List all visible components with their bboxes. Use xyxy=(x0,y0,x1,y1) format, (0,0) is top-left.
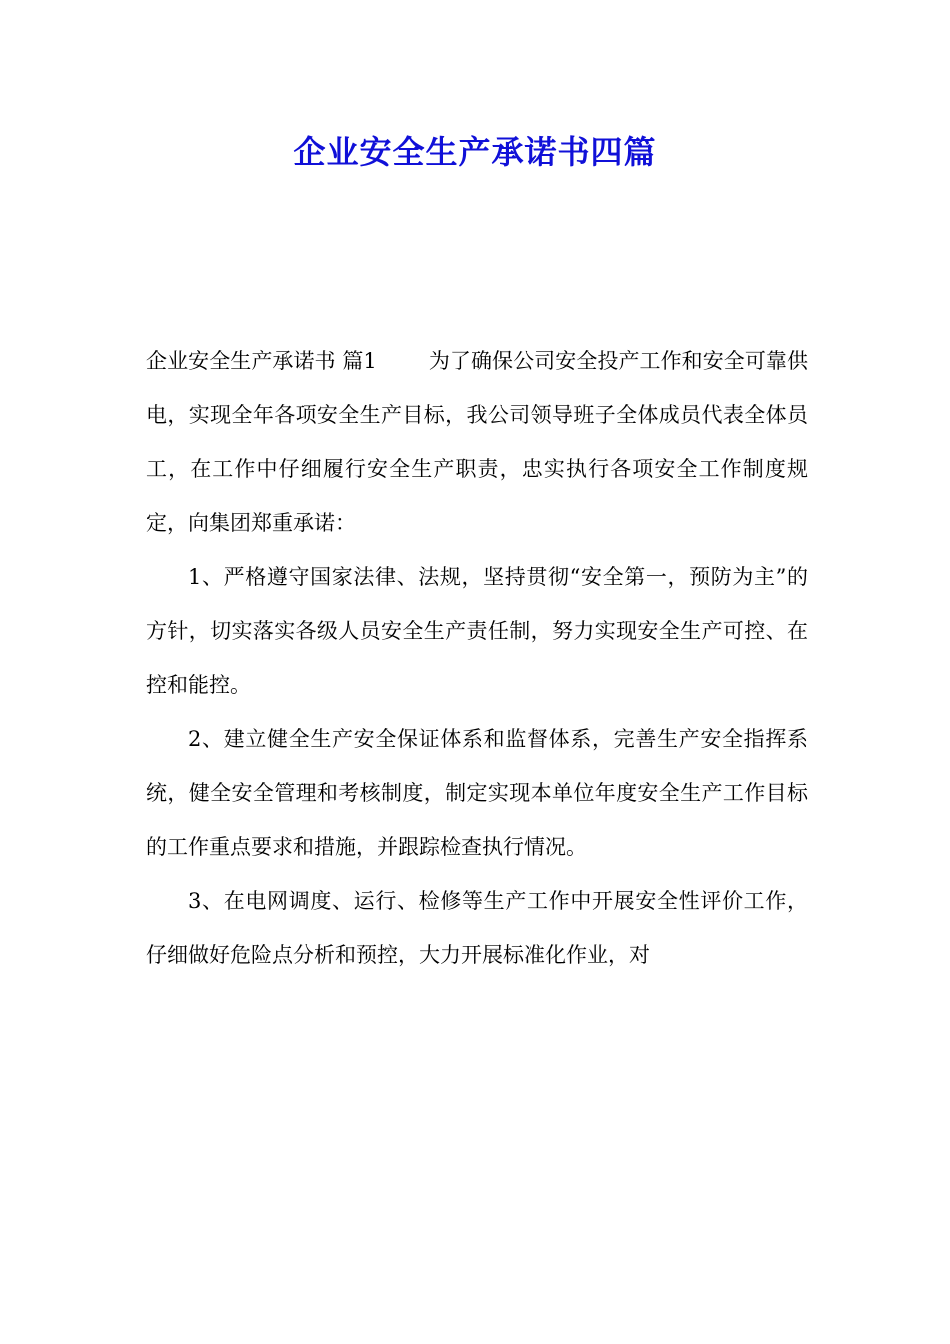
intro-paragraph xyxy=(146,334,808,550)
document-title: 企业安全生产承诺书四篇 xyxy=(293,133,657,171)
list-item: 1、严格遵守国家法律、法规，坚持贯彻“安全第一，预防为主”的方针，切实落实各级人员安全生产责任制，努力实现安全生产可控、在控和能控。 xyxy=(146,565,808,697)
document-body xyxy=(146,334,808,982)
list-item: 2、建立健全生产安全保证体系和监督体系，完善生产安全指挥系统，健全安全管理和考核制度，制定实现本单位年度安全生产工作目标的工作重点要求和措施，并跟踪检查执行情况。 xyxy=(146,727,808,859)
list-item: 3、在电网调度、运行、检修等生产工作中开展安全性评价工作，仔细做好危险点分析和预控，大力开展标准化作业，对 xyxy=(146,889,808,967)
intro-text: 为了确保公司安全投产工作和安全可靠供电，实现全年各项安全生产目标，我公司领导班子全体成员代表全体员工，在工作中仔细履行安全生产职责，忠实执行各项安全工作制度规定，向集团郑重承诺： xyxy=(146,349,808,535)
section-label: 企业安全生产承诺书 篇1 xyxy=(146,349,377,373)
